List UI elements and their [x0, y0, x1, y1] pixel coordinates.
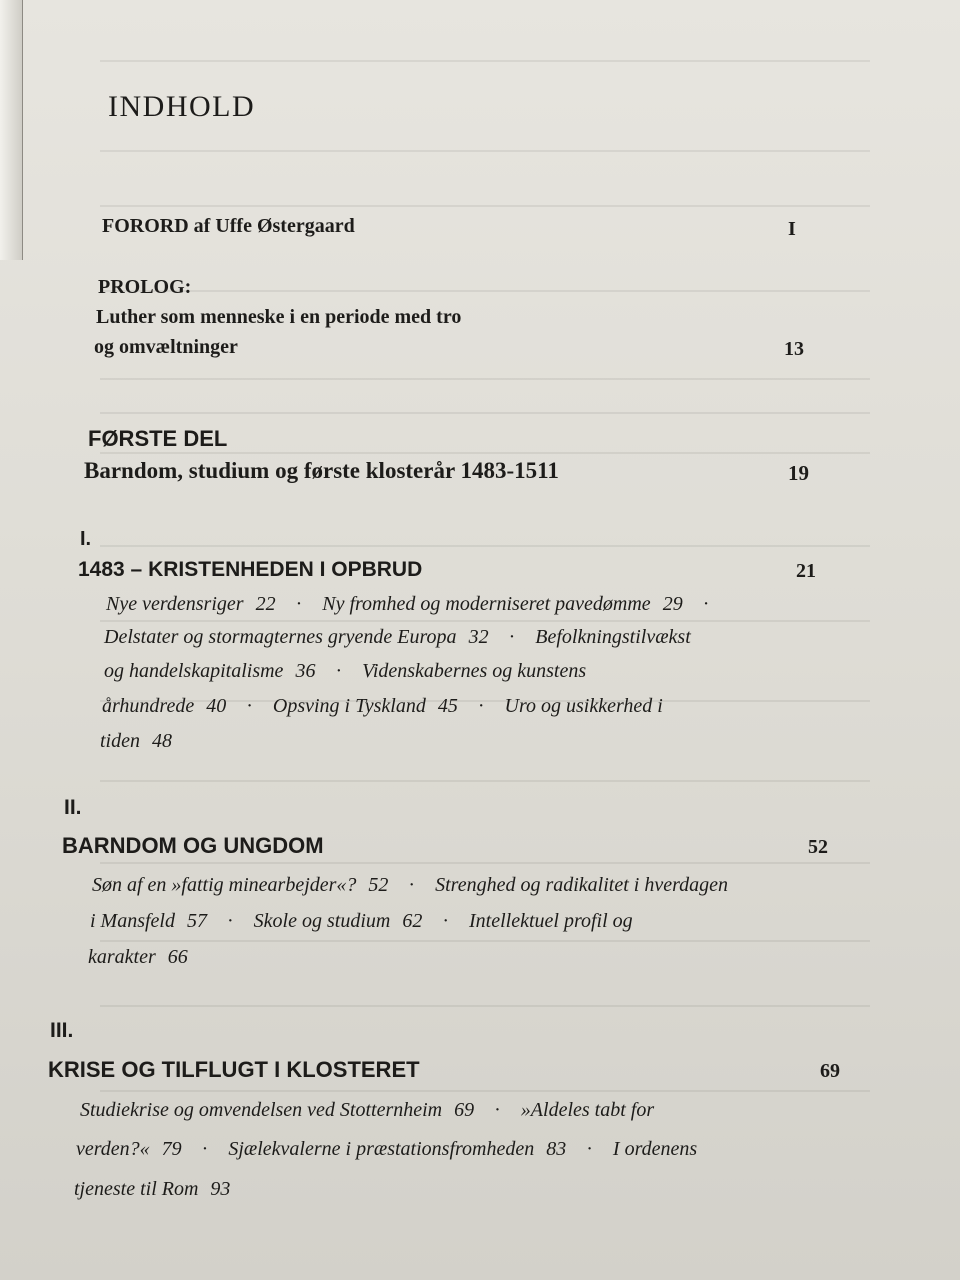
- chapter-1-title: 1483 – KRISTENHEDEN I OPBRUD: [78, 558, 423, 581]
- chapter-3-sections-line-3: [74, 1178, 230, 1201]
- section-title: Befolkningstilvækst: [535, 626, 691, 648]
- section-page: 45: [437, 695, 458, 717]
- section-page: 40: [206, 695, 227, 717]
- section-page: 32: [468, 626, 489, 648]
- part-one-label: FØRSTE DEL: [88, 426, 228, 451]
- separator-dot: ·: [477, 695, 485, 717]
- separator-dot: ·: [442, 910, 449, 932]
- separator-dot: ·: [494, 1099, 501, 1121]
- separator-dot: ·: [586, 1138, 593, 1160]
- chapter-1-sections-line-1: [106, 593, 729, 616]
- section-title: Studiekrise og omvendelsen ved Stotternheim: [80, 1099, 443, 1121]
- section-title: karakter: [88, 946, 156, 968]
- prolog-line-2: og omvæltninger: [94, 336, 238, 358]
- section-page: 69: [454, 1099, 475, 1121]
- chapter-2-sections-line-3: [88, 946, 188, 969]
- section-title: tiden: [100, 730, 140, 752]
- section-title: tjeneste til Rom: [74, 1178, 199, 1200]
- chapter-1-sections-line-4: [102, 695, 663, 718]
- forord-label: FORORD af Uffe Østergaard: [102, 215, 355, 237]
- section-page: 62: [402, 910, 423, 932]
- section-title: Delstater og stormagternes gryende Europa: [104, 626, 457, 648]
- section-page: 52: [368, 874, 389, 896]
- chapter-3-page: 69: [820, 1060, 840, 1082]
- section-title: Uro og usikkerhed i: [504, 695, 663, 717]
- section-title: århundrede: [102, 695, 195, 717]
- chapter-3-numeral: III.: [50, 1019, 74, 1042]
- section-page: 36: [295, 660, 316, 682]
- chapter-1-sections-line-5: [100, 730, 172, 753]
- part-one-subtitle: Barndom, studium og første klosterår 1483-1511: [84, 458, 559, 483]
- section-title: »Aldeles tabt for: [520, 1099, 655, 1121]
- part-one-page: 19: [788, 461, 809, 485]
- section-title: Skole og studium: [253, 910, 391, 932]
- section-page: 66: [167, 946, 188, 968]
- forord-page: I: [788, 218, 796, 240]
- section-title: i Mansfeld: [90, 910, 175, 932]
- chapter-1-page: 21: [796, 560, 816, 582]
- chapter-3-title: KRISE OG TILFLUGT I KLOSTERET: [48, 1057, 420, 1082]
- section-title: verden?«: [76, 1138, 150, 1160]
- section-page: 48: [152, 730, 172, 752]
- prolog-page: 13: [784, 338, 804, 360]
- section-title: I ordenens: [612, 1138, 698, 1160]
- chapter-1-sections-line-3: [104, 660, 586, 683]
- prolog-label: PROLOG:: [98, 276, 192, 298]
- section-title: Ny fromhed og moderniseret pavedømme: [322, 593, 651, 615]
- chapter-3-sections-line-2: [76, 1138, 697, 1161]
- separator-dot: ·: [335, 660, 343, 682]
- section-title: Strenghed og radikalitet i hverdagen: [435, 874, 728, 896]
- page-edge: [0, 0, 23, 260]
- separator-dot: ·: [702, 593, 710, 615]
- section-page: 22: [255, 593, 276, 615]
- chapter-2-sections-line-1: [92, 874, 728, 897]
- section-title: Sjælekvalerne i præstationsfromheden: [228, 1138, 535, 1160]
- chapter-1-sections-line-2: [104, 626, 691, 649]
- section-page: 93: [210, 1178, 231, 1200]
- chapter-1-numeral: I.: [80, 528, 92, 550]
- section-page: 57: [187, 910, 207, 932]
- section-title: og handelskapitalisme: [104, 660, 284, 682]
- chapter-2-numeral: II.: [64, 796, 82, 819]
- section-page: 83: [546, 1138, 567, 1160]
- separator-dot: ·: [408, 874, 416, 896]
- section-title: Nye verdensriger: [106, 593, 244, 615]
- separator-dot: ·: [295, 593, 303, 615]
- chapter-3-sections-line-1: [80, 1099, 654, 1122]
- page-title: INDHOLD: [108, 90, 256, 123]
- section-title: Opsving i Tyskland: [272, 695, 426, 717]
- separator-dot: ·: [508, 626, 516, 648]
- separator-dot: ·: [246, 695, 253, 717]
- separator-dot: ·: [201, 1138, 209, 1160]
- chapter-2-page: 52: [808, 836, 828, 858]
- section-page: 29: [662, 593, 683, 615]
- section-title: Intellektuel profil og: [469, 910, 633, 932]
- separator-dot: ·: [227, 910, 234, 932]
- prolog-line-1: Luther som menneske i en periode med tro: [96, 306, 462, 328]
- chapter-2-sections-line-2: [90, 910, 633, 933]
- section-title: Videnskabernes og kunstens: [362, 660, 587, 682]
- section-page: 79: [161, 1138, 182, 1160]
- chapter-2-title: BARNDOM OG UNGDOM: [62, 833, 324, 858]
- section-title: Søn af en »fattig minearbejder«?: [92, 874, 357, 896]
